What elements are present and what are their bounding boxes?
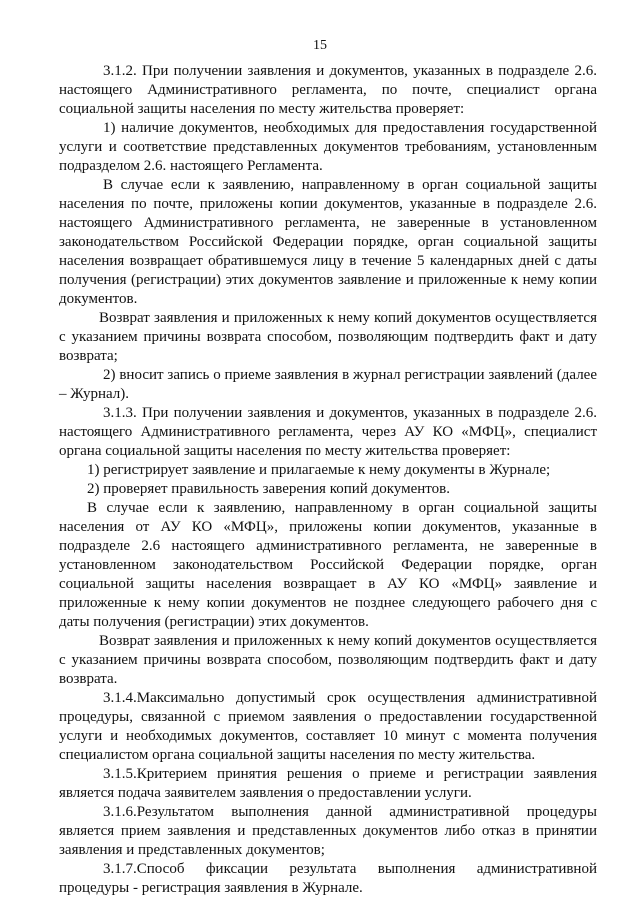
document-body (59, 62, 597, 898)
paragraph-return-note-2: Возврат заявления и приложенных к нему копий документов осуществляется с указанием причины возврата способом, позволяющим подтвердить факт и дату возврата. (59, 633, 597, 687)
paragraph-3-1-4: 3.1.4.Максимально допустимый срок осуществления административной процедуры, связанной с приемом заявления о предоставлении государственной услуги и необходимых документов, составляет 10 минут с момента получения специалистом органа социальной защиты населения по месту жительства. (59, 690, 597, 763)
paragraph-return-mfc: В случае если к заявлению, направленному в орган социальной защиты населения от АУ КО «МФЦ», приложены копии документов, указанные в подразделе 2.6 настоящего административного регламента, не заверенные в установленном законодательством Российской Федерации порядке, орган социальной защиты населения возвращает в АУ КО «МФЦ» заявление и приложенные к нему копии документов не позднее следующего рабочего дня с даты получения (регистрации) этих документов. (59, 500, 597, 630)
paragraph-verify: 2) проверяет правильность заверения копий документов. (87, 481, 450, 497)
paragraph-item-1: 1) наличие документов, необходимых для предоставления государственной услуги и соответствие представленных документов требованиям, установленным подразделом 2.6. настоящего Регламента. (59, 120, 597, 174)
paragraph-3-1-6: 3.1.6.Результатом выполнения данной административной процедуры является прием заявления и представленных документов либо отказ в принятии заявления и представленных документов; (59, 804, 597, 858)
page-number: 15 (313, 38, 327, 53)
paragraph-register: 1) регистрирует заявление и прилагаемые к нему документы в Журнале; (87, 462, 551, 478)
paragraph-return-by-mail: В случае если к заявлению, направленному в орган социальной защиты населения по почте, приложены копии документов, указанные в подразделе 2.6. настоящего Административного регламента, не заверенные в установленном законодательством Российской Федерации порядке, орган социальной защиты населения возвращает обратившемуся лицу в течение 5 календарных дней с даты получения (регистрации) этих документов заявление и приложенные к нему копии документов. (59, 177, 597, 307)
paragraph-return-note: Возврат заявления и приложенных к нему копий документов осуществляется с указанием причины возврата способом, позволяющим подтвердить факт и дату возврата; (59, 310, 597, 364)
paragraph-3-1-3: 3.1.3. При получении заявления и документов, указанных в подразделе 2.6. настоящего Административного регламента, через АУ КО «МФЦ», специалист органа социальной защиты населения по месту жительства проверяет: (59, 405, 597, 459)
paragraph-3-1-5: 3.1.5.Критерием принятия решения о приеме и регистрации заявления является подача заявителем заявления о предоставлении услуги. (59, 766, 597, 801)
paragraph-3-1-2: 3.1.2. При получении заявления и документов, указанных в подразделе 2.6. настоящего Административного регламента, по почте, специалист органа социальной защиты населения по месту жительства проверяет: (59, 63, 597, 117)
paragraph-3-1-7: 3.1.7.Способ фиксации результата выполнения административной процедуры - регистрация заявления в Журнале. (59, 861, 597, 896)
paragraph-item-2: 2) вносит запись о приеме заявления в журнал регистрации заявлений (далее – Журнал). (59, 367, 597, 402)
